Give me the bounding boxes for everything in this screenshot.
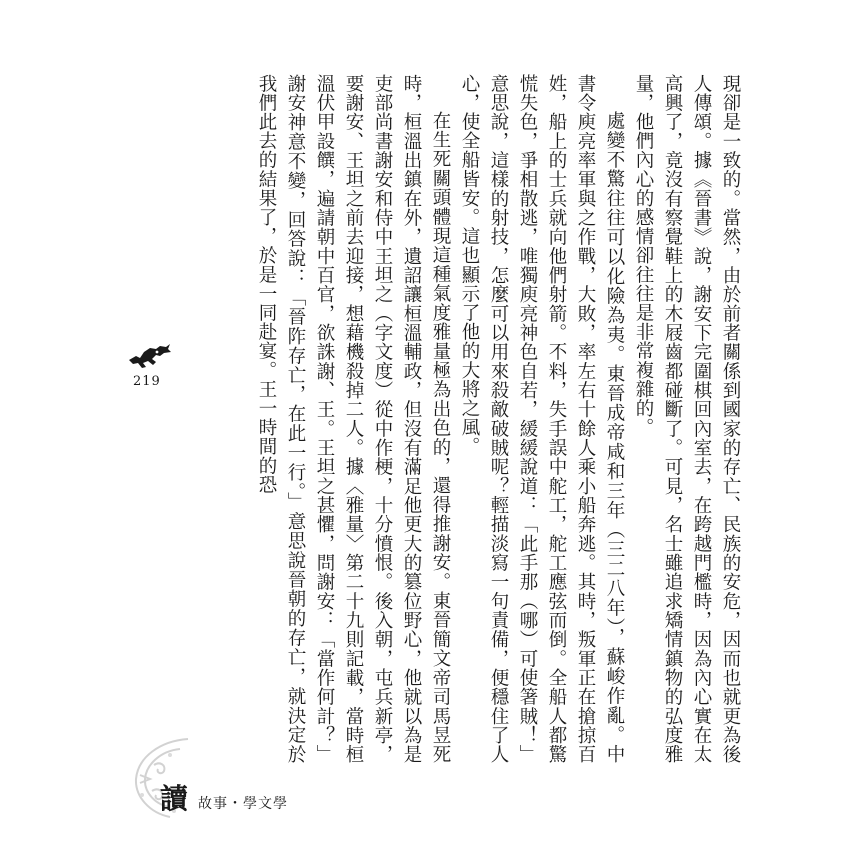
paragraph-2: 處變不驚往往可以化險為夷。東晉成帝咸和三年（三二八年），蘇峻作亂。中書令庾亮率軍與之作戰，大敗，率左右十餘人乘小船奔逃。其時，叛軍正在搶掠百姓，船上的士兵就向他們射箭。不料，失手誤中舵工，舵工應弦而倒。全船人都驚慌失色，爭相散逃，唯獨庾亮神色自若，緩緩說道：「此手那（哪）可使箸賊！」意思說，這樣的射技，怎麼可以用來殺敵破賊呢？輕描淡寫一句責備，便穩住了人心，使全船皆安。這也顯示了他的大將之風。 — [459, 74, 625, 764]
footer-series-title: 故事・學文學 — [198, 796, 288, 812]
footer-series-char: 讀 — [160, 782, 189, 815]
running-horse-icon — [126, 338, 174, 370]
body-text — [205, 74, 745, 764]
paragraph-3: 在生死關頭體現這種氣度雅量極為出色的，還得推謝安。東晉簡文帝司馬昱死時，桓溫出鎮在外，遺詔讓桓溫輔政，但沒有滿足他更大的篡位野心，他就以為是吏部尚書謝安和侍中王坦之（字文度）從中作梗，十分憤恨。後入朝，屯兵新亭，要謝安、王坦之前去迎接，想藉機殺掉二人。據〈雅量〉第二十九則記載，當時桓溫伏甲設饌，遍請朝中百官，欲誅謝、王。王坦之甚懼，問謝安：「當作何計？」謝安神意不變，回答說：「晉阼存亡，在此一行。」意思說晉朝的存亡，就決定於我們此去的結果了，於是一同赴宴。王一時間的恐 — [256, 74, 451, 764]
page-number: 219 — [133, 374, 161, 389]
paragraph-1: 現卻是一致的。當然，由於前者關係到國家的存亡、民族的安危，因而也就更為後人傳頌。據《晉書》說，謝安下完圍棋回內室去，在跨越門檻時，因為內心實在太高興了，竟沒有察覺鞋上的木屐齒都碰斷了。可見，名士雖追求矯情鎮物的弘度雅量，他們內心的感情卻往往是非常複雜的。 — [633, 74, 741, 764]
